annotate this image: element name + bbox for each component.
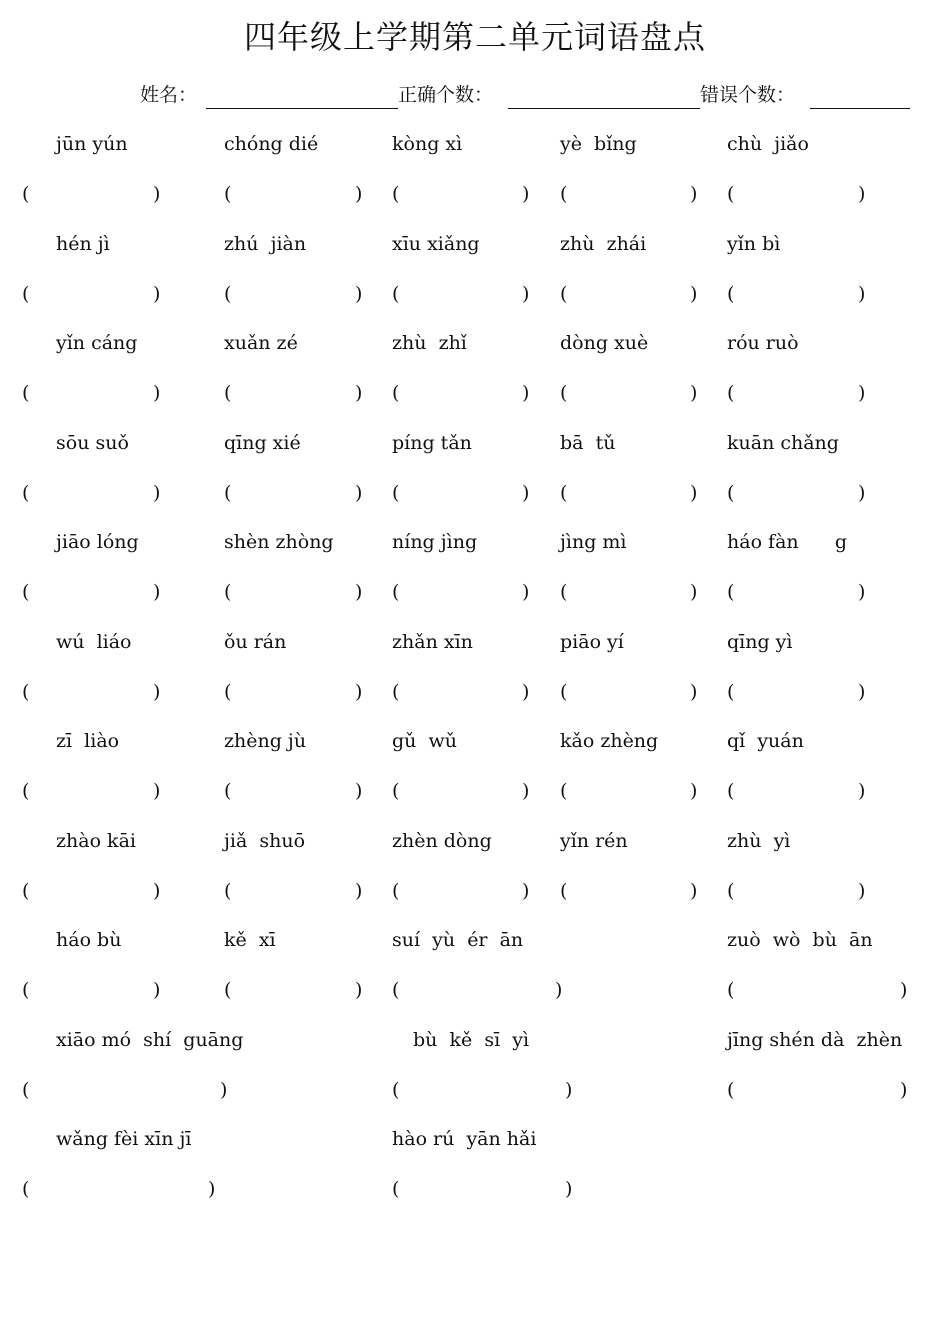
answer-paren-close: )	[690, 879, 698, 902]
answer-paren-close: )	[690, 680, 698, 703]
student-info-line	[0, 78, 950, 112]
pinyin-prompt: wú liáo	[56, 630, 132, 653]
answer-blank[interactable]	[36, 1078, 214, 1102]
answer-paren-close: )	[900, 1078, 908, 1101]
pinyin-prompt: hén jì	[56, 232, 110, 255]
answer-blank[interactable]	[238, 879, 349, 903]
pinyin-prompt: xīu xiǎng	[392, 232, 480, 255]
answer-paren-close: )	[522, 680, 530, 703]
answer-paren-close: )	[858, 879, 866, 902]
answer-blank[interactable]	[36, 978, 147, 1002]
answer-paren-open: (	[727, 282, 735, 305]
answer-paren-open: (	[224, 780, 232, 802]
answer-paren-open: (	[392, 1178, 400, 1200]
answer-paren-close: )	[858, 680, 866, 703]
pinyin-prompt: jiāo lóng	[56, 531, 139, 553]
pinyin-prompt: jīng shén dà zhèn	[727, 1028, 903, 1051]
pinyin-prompt: kǎo zhèng	[560, 730, 659, 752]
answer-blank[interactable]	[36, 1177, 202, 1201]
answer-paren-open: (	[560, 183, 568, 205]
pinyin-prompt: qīng xié	[224, 431, 301, 454]
pinyin-prompt: píng tǎn	[392, 431, 472, 454]
answer-paren-open: (	[727, 481, 735, 504]
answer-blank[interactable]	[406, 1078, 559, 1102]
pinyin-prompt: háo fàn g	[727, 531, 848, 553]
answer-paren-open: (	[224, 581, 232, 603]
pinyin-prompt: zhèn dòng	[392, 829, 492, 852]
answer-blank[interactable]	[238, 779, 349, 803]
answer-paren-open: (	[392, 680, 400, 703]
pinyin-prompt: gǔ wǔ	[392, 730, 457, 752]
wrong-count-label: 错误个数：	[700, 84, 796, 106]
answer-blank[interactable]	[406, 879, 516, 903]
answer-paren-close: )	[565, 1078, 573, 1101]
answer-paren-open: (	[392, 282, 400, 305]
name-blank[interactable]	[206, 108, 398, 109]
answer-paren-open: (	[727, 680, 735, 703]
answer-paren-open: (	[22, 581, 30, 603]
pinyin-prompt: hào rú yān hǎi	[392, 1128, 537, 1150]
answer-blank[interactable]	[36, 381, 147, 405]
answer-paren-close: )	[355, 680, 363, 703]
answer-blank[interactable]	[574, 381, 684, 405]
answer-paren-open: (	[224, 183, 232, 205]
answer-paren-open: (	[392, 183, 400, 205]
correct-count-blank[interactable]	[508, 108, 700, 109]
answer-blank[interactable]	[238, 381, 349, 405]
answer-paren-close: )	[153, 780, 161, 802]
answer-blank[interactable]	[238, 978, 349, 1002]
answer-paren-close: )	[153, 879, 161, 902]
pinyin-prompt: xuǎn zé	[224, 332, 298, 354]
pinyin-prompt: yǐn cáng	[56, 332, 138, 354]
answer-paren-open: (	[224, 879, 232, 902]
answer-paren-close: )	[522, 382, 530, 404]
answer-paren-close: )	[900, 979, 908, 1001]
answer-paren-open: (	[22, 780, 30, 802]
answer-blank[interactable]	[36, 779, 147, 803]
answer-paren-close: )	[858, 780, 866, 802]
answer-paren-open: (	[560, 879, 568, 902]
pinyin-prompt: zhèng jù	[224, 730, 307, 752]
answer-paren-open: (	[22, 879, 30, 902]
answer-paren-close: )	[355, 183, 363, 205]
pinyin-prompt: zhù zhǐ	[392, 332, 467, 354]
answer-paren-open: (	[392, 979, 400, 1001]
answer-paren-close: )	[690, 282, 698, 305]
answer-paren-open: (	[392, 1078, 400, 1101]
pinyin-prompt: jūn yún	[56, 133, 128, 155]
pinyin-prompt: chù jiǎo	[727, 133, 809, 155]
answer-paren-close: )	[355, 780, 363, 802]
pinyin-prompt: níng jìng	[392, 531, 478, 553]
pinyin-prompt: ǒu rán	[224, 630, 287, 653]
answer-paren-open: (	[22, 481, 30, 504]
answer-blank[interactable]	[238, 282, 349, 306]
pinyin-prompt: yè bǐng	[560, 133, 637, 155]
pinyin-prompt: sōu suǒ	[56, 431, 129, 454]
answer-paren-close: )	[690, 183, 698, 205]
answer-paren-open: (	[22, 680, 30, 703]
answer-paren-open: (	[392, 481, 400, 504]
answer-blank[interactable]	[741, 879, 852, 903]
pinyin-prompt: zhú jiàn	[224, 232, 307, 255]
answer-paren-close: )	[153, 382, 161, 404]
answer-blank[interactable]	[741, 580, 852, 604]
answer-blank[interactable]	[406, 779, 516, 803]
answer-paren-open: (	[727, 1078, 735, 1101]
answer-blank[interactable]	[741, 381, 852, 405]
pinyin-prompt: kuān chǎng	[727, 431, 839, 454]
answer-paren-close: )	[555, 979, 563, 1001]
answer-paren-open: (	[727, 183, 735, 205]
answer-blank[interactable]	[406, 481, 516, 505]
answer-paren-close: )	[522, 282, 530, 305]
answer-paren-close: )	[858, 581, 866, 603]
answer-blank[interactable]	[574, 282, 684, 306]
answer-paren-close: )	[355, 481, 363, 504]
answer-blank[interactable]	[741, 1078, 894, 1102]
pinyin-prompt: zhǎn xīn	[392, 630, 473, 653]
pinyin-prompt: kě xī	[224, 929, 276, 951]
answer-paren-open: (	[560, 481, 568, 504]
pinyin-prompt: chóng dié	[224, 133, 319, 155]
answer-paren-open: (	[224, 979, 232, 1001]
pinyin-prompt: shèn zhòng	[224, 531, 334, 553]
answer-paren-open: (	[22, 1078, 30, 1101]
pinyin-prompt: háo bù	[56, 929, 122, 951]
answer-blank[interactable]	[238, 580, 349, 604]
answer-paren-close: )	[565, 1178, 573, 1200]
answer-paren-close: )	[522, 183, 530, 205]
pinyin-prompt: bù kě sī yì	[413, 1028, 530, 1051]
answer-paren-open: (	[392, 780, 400, 802]
answer-blank[interactable]	[406, 978, 549, 1002]
answer-paren-close: )	[522, 879, 530, 902]
answer-paren-open: (	[392, 382, 400, 404]
answer-blank[interactable]	[574, 879, 684, 903]
answer-paren-open: (	[727, 780, 735, 802]
answer-paren-open: (	[22, 382, 30, 404]
answer-paren-open: (	[22, 1178, 30, 1200]
answer-paren-close: )	[690, 382, 698, 404]
pinyin-prompt: kòng xì	[392, 133, 463, 155]
pinyin-prompt: zhù zhái	[560, 232, 647, 255]
answer-paren-close: )	[522, 581, 530, 603]
answer-paren-close: )	[690, 481, 698, 504]
answer-blank[interactable]	[406, 1177, 559, 1201]
answer-blank[interactable]	[741, 978, 894, 1002]
answer-paren-open: (	[392, 879, 400, 902]
answer-paren-open: (	[560, 382, 568, 404]
answer-blank[interactable]	[238, 680, 349, 704]
pinyin-prompt: suí yù ér ān	[392, 929, 524, 951]
answer-paren-open: (	[727, 382, 735, 404]
answer-paren-close: )	[355, 382, 363, 404]
answer-paren-open: (	[727, 581, 735, 603]
answer-paren-open: (	[560, 680, 568, 703]
answer-blank[interactable]	[574, 680, 684, 704]
answer-blank[interactable]	[36, 282, 147, 306]
answer-blank[interactable]	[406, 680, 516, 704]
answer-blank[interactable]	[36, 481, 147, 505]
answer-blank[interactable]	[741, 182, 852, 206]
answer-paren-close: )	[858, 282, 866, 305]
pinyin-prompt: róu ruò	[727, 332, 799, 354]
answer-paren-open: (	[560, 282, 568, 305]
answer-paren-close: )	[220, 1078, 228, 1101]
answer-paren-open: (	[727, 879, 735, 902]
answer-blank[interactable]	[36, 879, 147, 903]
answer-blank[interactable]	[36, 680, 147, 704]
answer-paren-open: (	[560, 780, 568, 802]
answer-paren-close: )	[153, 680, 161, 703]
answer-paren-open: (	[224, 382, 232, 404]
answer-blank[interactable]	[574, 580, 684, 604]
answer-paren-open: (	[22, 282, 30, 305]
answer-paren-close: )	[153, 581, 161, 603]
pinyin-prompt: bā tǔ	[560, 431, 616, 454]
answer-paren-close: )	[522, 780, 530, 802]
pinyin-prompt: qīng yì	[727, 630, 793, 653]
wrong-count-blank[interactable]	[810, 108, 910, 109]
answer-blank[interactable]	[574, 481, 684, 505]
pinyin-prompt: zhù yì	[727, 829, 791, 852]
answer-blank[interactable]	[406, 282, 516, 306]
answer-blank[interactable]	[238, 481, 349, 505]
name-label: 姓名：	[140, 84, 198, 106]
answer-paren-close: )	[522, 481, 530, 504]
pinyin-prompt: zhào kāi	[56, 829, 136, 852]
answer-blank[interactable]	[36, 580, 147, 604]
answer-paren-open: (	[224, 680, 232, 703]
answer-blank[interactable]	[406, 182, 516, 206]
correct-count-label: 正确个数：	[398, 84, 494, 106]
answer-paren-close: )	[153, 481, 161, 504]
answer-blank[interactable]	[741, 680, 852, 704]
answer-paren-open: (	[224, 282, 232, 305]
pinyin-prompt: piāo yí	[560, 630, 624, 653]
pinyin-prompt: yǐn rén	[560, 829, 628, 852]
answer-paren-close: )	[690, 581, 698, 603]
answer-paren-close: )	[355, 282, 363, 305]
answer-paren-open: (	[22, 979, 30, 1001]
answer-paren-open: (	[22, 183, 30, 205]
answer-blank[interactable]	[741, 779, 852, 803]
answer-paren-open: (	[727, 979, 735, 1001]
pinyin-prompt: yǐn bì	[727, 232, 781, 255]
pinyin-prompt: qǐ yuán	[727, 730, 804, 752]
answer-paren-close: )	[153, 183, 161, 205]
answer-paren-close: )	[355, 581, 363, 603]
answer-blank[interactable]	[406, 580, 516, 604]
answer-paren-open: (	[224, 481, 232, 504]
answer-paren-close: )	[858, 183, 866, 205]
pinyin-prompt: xiāo mó shí guāng	[56, 1028, 244, 1051]
answer-paren-close: )	[153, 979, 161, 1001]
answer-blank[interactable]	[741, 481, 852, 505]
pinyin-prompt: zuò wò bù ān	[727, 929, 873, 951]
answer-paren-close: )	[153, 282, 161, 305]
pinyin-prompt: jiǎ shuō	[224, 829, 306, 852]
pinyin-prompt: zī liào	[56, 730, 120, 752]
answer-paren-close: )	[355, 979, 363, 1001]
answer-paren-close: )	[858, 481, 866, 504]
answer-blank[interactable]	[36, 182, 147, 206]
answer-paren-close: )	[208, 1178, 216, 1200]
pinyin-prompt: wǎng fèi xīn jī	[56, 1128, 192, 1150]
answer-blank[interactable]	[741, 282, 852, 306]
answer-paren-close: )	[355, 879, 363, 902]
answer-paren-open: (	[392, 581, 400, 603]
answer-paren-close: )	[690, 780, 698, 802]
answer-blank[interactable]	[238, 182, 349, 206]
pinyin-prompt: dòng xuè	[560, 332, 649, 354]
answer-blank[interactable]	[574, 779, 684, 803]
answer-paren-close: )	[858, 382, 866, 404]
answer-blank[interactable]	[406, 381, 516, 405]
answer-paren-open: (	[560, 581, 568, 603]
answer-blank[interactable]	[574, 182, 684, 206]
pinyin-prompt: jìng mì	[560, 531, 627, 553]
page-title: 四年级上学期第二单元词语盘点	[243, 18, 706, 56]
